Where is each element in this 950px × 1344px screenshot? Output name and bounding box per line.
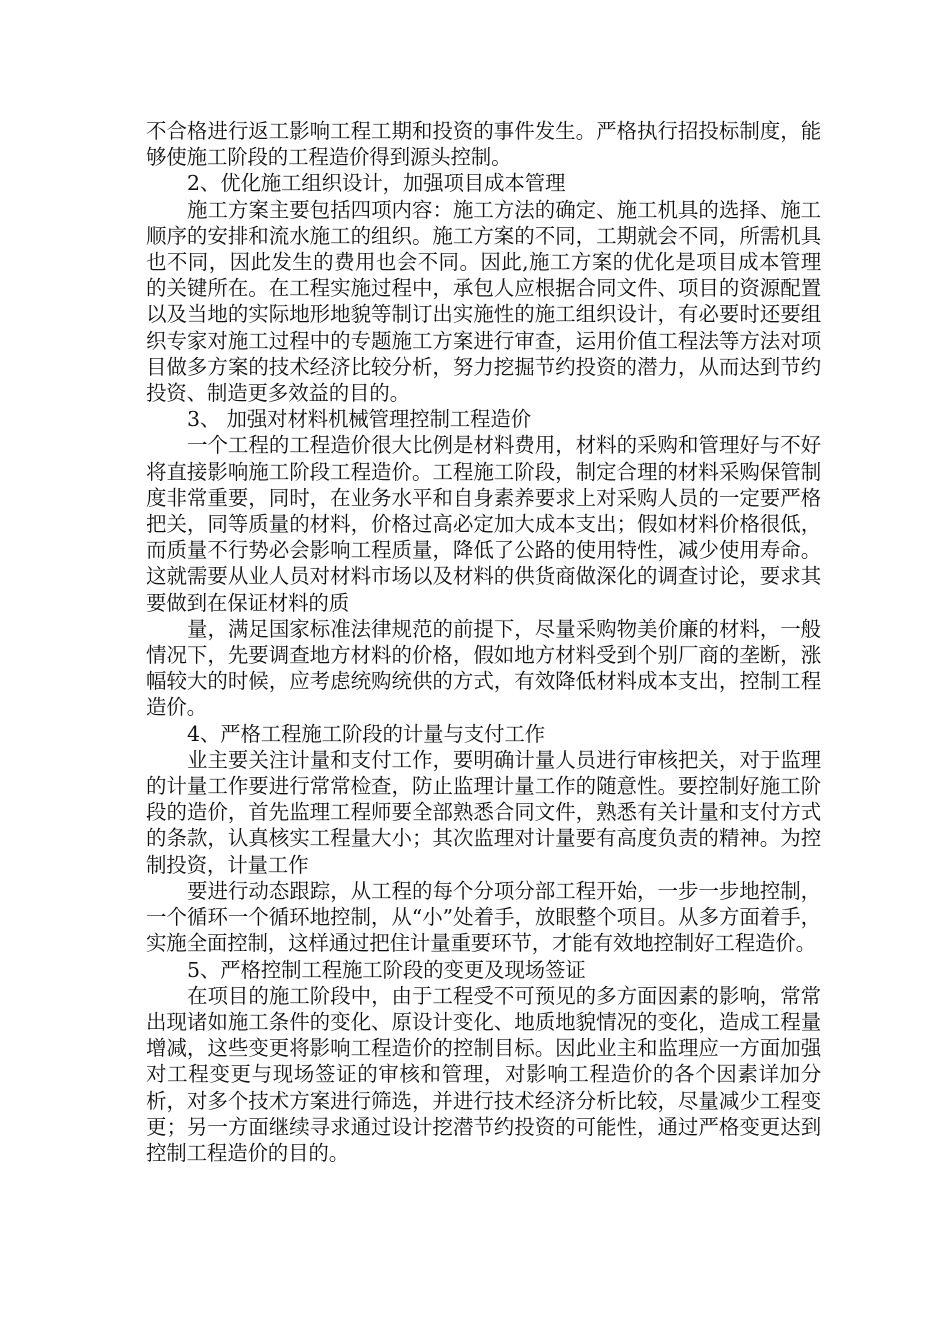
section-heading-4: 4、严格工程施工阶段的计量与支付工作 [187,721,545,746]
paragraph-intro-continuation: 不合格进行返工影响工程工期和投资的事件发生。严格执行招投标制度，能够使施工阶段的工程造价得到源头控制。 [146,119,821,170]
section-heading-5: 5、严格控制工程施工阶段的变更及现场签证 [187,957,586,982]
paragraph-materials-cost: 一个工程的工程造价很大比例是材料费用，材料的采购和管理好与不好将直接影响施工阶段工程造价。工程施工阶段，制定合理的材料采购保管制度非常重要，同时，在业务水平和自身素养要求上对采购人员的一定要严格把关，同等质量的材料，价格过高必定加大成本支出；假如材料价格很低，而质量不行势必会影响工程质量，降低了公路的使用特性，减少使用寿命。这就需要从业人员对材料市场以及材料的供货商做深化的调查讨论，要求其要做到在保证材料的质 [146,433,821,615]
document-body [146,118,821,1166]
paragraph-materials-quality: 量，满足国家标准法律规范的前提下，尽量采购物美价廉的材料，一般情况下，先要调查地方材料的价格，假如地方材料受到个别厂商的垄断，涨幅较大的时候，应考虑统购统供的方式，有效降低材料成本支出，控制工程造价。 [146,616,821,720]
section-heading-2: 2、优化施工组织设计，加强项目成本管理 [187,171,566,196]
paragraph-measurement-payment: 业主要关注计量和支付工作，要明确计量人员进行审核把关，对于监理的计量工作要进行常常检查，防止监理计量工作的随意性。要控制好施工阶段的造价，首先监理工程师要全部熟悉合同文件，熟悉有关计量和支付方式的条款，认真核实工程量大小；其次监理对计量要有高度负责的精神。为控制投资，计量工作 [146,747,821,877]
paragraph-changes-visa: 在项目的施工阶段中，由于工程受不可预见的多方面因素的影响，常常出现诸如施工条件的变化、原设计变化、地质地貌情况的变化，造成工程量增减，这些变更将影响工程造价的控制目标。因此业主和监理应一方面加强对工程变更与现场签证的审核和管理，对影响工程造价的各个因素详加分析，对多个技术方案进行筛选，并进行技术经济分析比较，尽量减少工程变更；另一方面继续寻求通过设计挖潜节约投资的可能性，通过严格变更达到控制工程造价的目的。 [146,983,821,1165]
section-heading-3: 3、 加强对材料机械管理控制工程造价 [187,407,531,432]
paragraph-dynamic-tracking: 要进行动态跟踪，从工程的每个分项分部工程开始，一步一步地控制，一个循环一个循环地控制，从“小”处着手，放眼整个项目。从多方面着手，实施全面控制，这样通过把住计量重要环节，才能有效地控制好工程造价。 [146,878,821,956]
paragraph-construction-plan: 施工方案主要包括四项内容：施工方法的确定、施工机具的选择、施工顺序的安排和流水施工的组织。施工方案的不同，工期就会不同，所需机具也不同，因此发生的费用也会不同。因此,施工方案的优化是项目成本管理的关键所在。在工程实施过程中，承包人应根据合同文件、项目的资源配置以及当地的实际地形地貌等制订出实施性的施工组织设计，有必要时还要组织专家对施工过程中的专题施工方案进行审查，运用价值工程法等方法对项目做多方案的技术经济比较分析，努力挖掘节约投资的潜力，从而达到节约投资、制造更多效益的目的。 [146,197,821,406]
